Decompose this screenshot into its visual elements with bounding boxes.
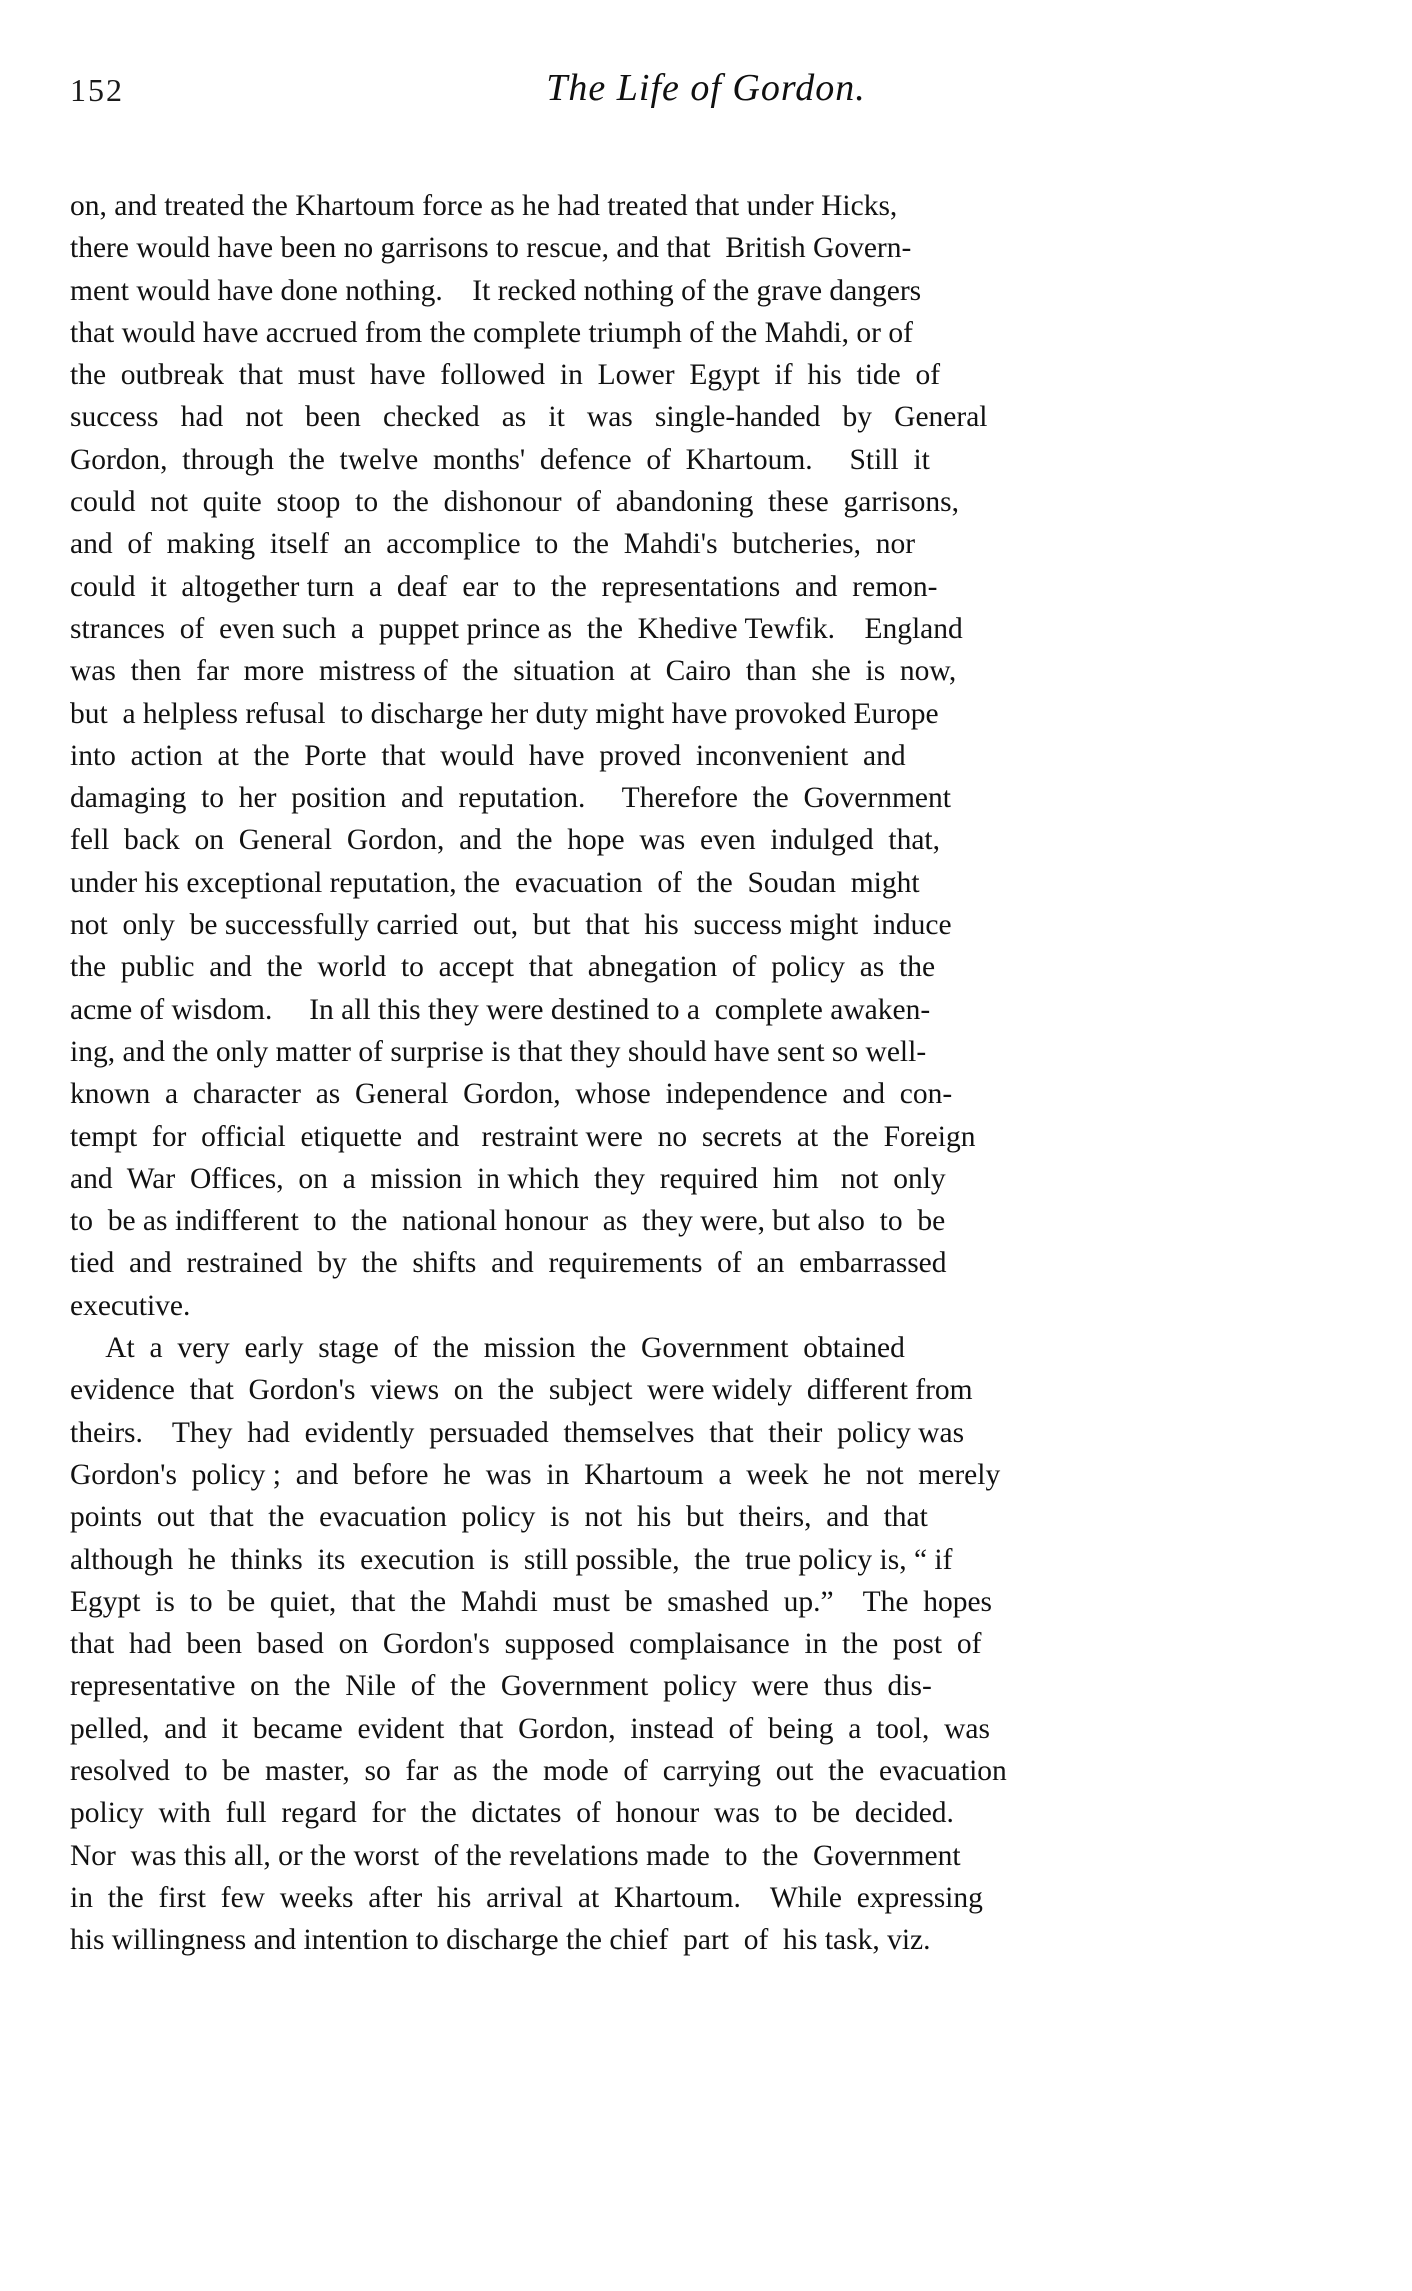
- text-line: could not quite stoop to the dishonour of abandoning these garrisons,: [70, 486, 959, 519]
- running-title: The Life of Gordon.: [546, 67, 866, 109]
- text-line: ment would have done nothing. It recked nothing of the grave dangers: [70, 274, 922, 307]
- text-line: tempt for official etiquette and restraint were no secrets at the Foreign: [70, 1120, 976, 1153]
- paragraph-2: [70, 1327, 1342, 1961]
- text-line: the public and the world to accept that abnegation of policy as the: [70, 951, 936, 984]
- text-line: although he thinks its execution is still possible, the true policy is, “ if: [70, 1543, 953, 1576]
- text-line: pelled, and it became evident that Gordon, instead of being a tool, was: [70, 1712, 990, 1745]
- text-line: Gordon's policy ; and before he was in Khartoum a week he not merely: [70, 1458, 1001, 1491]
- text-line: that had been based on Gordon's supposed complaisance in the post of: [70, 1628, 982, 1661]
- text-line: known a character as General Gordon, whose independence and con-: [70, 1078, 953, 1111]
- text-line: fell back on General Gordon, and the hope was even indulged that,: [70, 824, 940, 857]
- text-line: policy with full regard for the dictates of honour was to be decided.: [70, 1797, 954, 1830]
- text-line: on, and treated the Khartoum force as he had treated that under Hicks,: [70, 190, 898, 222]
- text-line: the outbreak that must have followed in Lower Egypt if his tide of: [70, 359, 941, 392]
- text-line: representative on the Nile of the Government policy were thus dis-: [70, 1670, 932, 1703]
- text-line: executive.: [70, 1289, 191, 1322]
- text-line: tied and restrained by the shifts and requirements of an embarrassed: [70, 1247, 947, 1280]
- body-text: [70, 185, 1342, 1961]
- text-line: to be as indifferent to the national honour as they were, but also to be: [70, 1205, 946, 1238]
- text-line: into action at the Porte that would have proved inconvenient and: [70, 739, 906, 772]
- text-line: theirs. They had evidently persuaded themselves that their policy was: [70, 1416, 965, 1449]
- text-line: ing, and the only matter of surprise is that they should have sent so well-: [70, 1035, 927, 1068]
- text-line: damaging to her position and reputation. Therefore the Government: [70, 782, 951, 815]
- text-line: Egypt is to be quiet, that the Mahdi must be smashed up.” The hopes: [70, 1585, 993, 1618]
- text-line: and of making itself an accomplice to the Mahdi's butcheries, nor: [70, 528, 916, 561]
- text-line: Nor was this all, or the worst of the revelations made to the Government: [70, 1839, 961, 1872]
- text-line: points out that the evacuation policy is not his but theirs, and that: [70, 1501, 928, 1534]
- text-line: that would have accrued from the complete triumph of the Mahdi, or of: [70, 316, 913, 349]
- text-line: resolved to be master, so far as the mode of carrying out the evacuation: [70, 1754, 1007, 1787]
- text-line: but a helpless refusal to discharge her duty might have provoked Europe: [70, 697, 939, 730]
- text-line: his willingness and intention to discharge the chief part of his task, viz.: [70, 1924, 931, 1957]
- text-line: acme of wisdom. In all this they were destined to a complete awaken-: [70, 993, 931, 1026]
- text-line: strances of even such a puppet prince as the Khedive Tewfik. England: [70, 612, 963, 645]
- text-line: and War Offices, on a mission in which they required him not only: [70, 1162, 946, 1195]
- text-line: in the first few weeks after his arrival at Khartoum. While expressing: [70, 1881, 983, 1914]
- text-line: evidence that Gordon's views on the subject were widely different from: [70, 1374, 973, 1407]
- page-number: 152: [70, 72, 124, 108]
- page-header: [0, 67, 1412, 132]
- text-line: not only be successfully carried out, but that his success might induce: [70, 909, 952, 942]
- text-line: there would have been no garrisons to rescue, and that British Govern-: [70, 232, 912, 265]
- text-line: success had not been checked as it was single-handed by General: [70, 401, 988, 434]
- text-line: could it altogether turn a deaf ear to the representations and remon-: [70, 570, 938, 603]
- text-line: At a very early stage of the mission the Government obtained: [70, 1332, 905, 1365]
- text-line: under his exceptional reputation, the evacuation of the Soudan might: [70, 866, 920, 899]
- text-line: was then far more mistress of the situation at Cairo than she is now,: [70, 655, 957, 688]
- paragraph-1: [70, 185, 1342, 1327]
- text-line: Gordon, through the twelve months' defence of Khartoum. Still it: [70, 443, 930, 476]
